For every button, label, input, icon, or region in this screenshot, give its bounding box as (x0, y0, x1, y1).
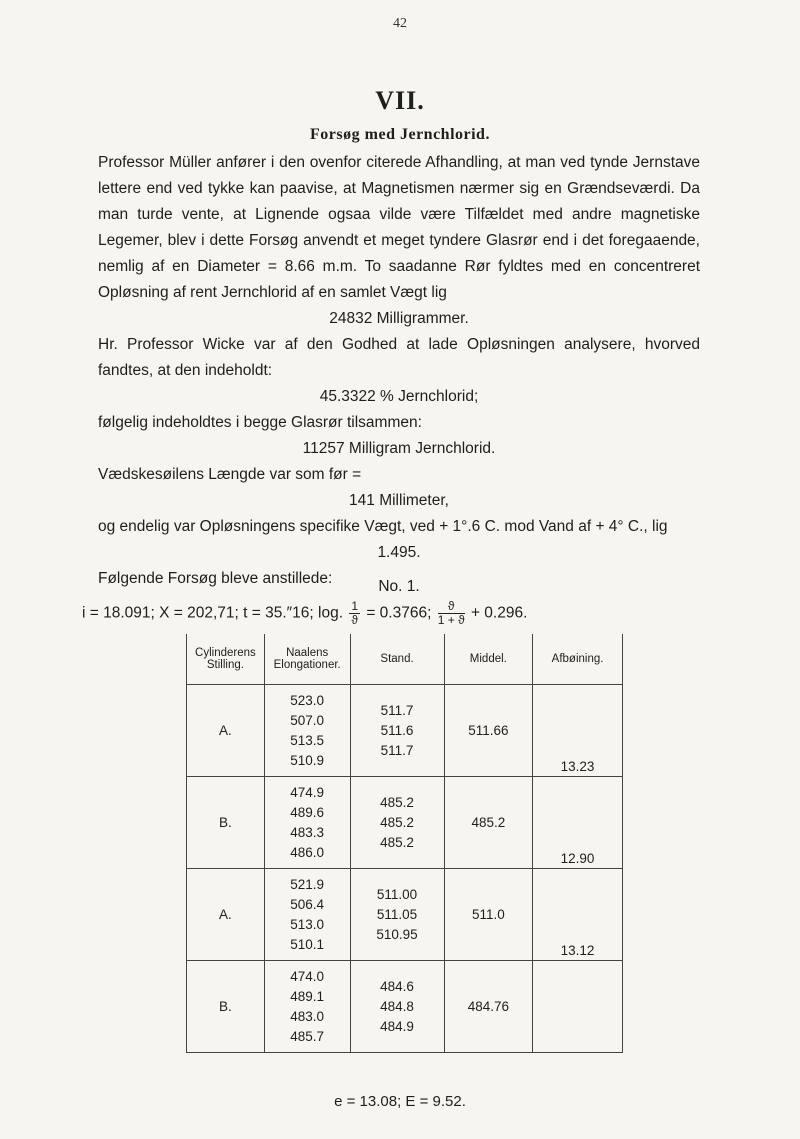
cell-deflection (533, 961, 623, 1053)
fraction-denominator: ϑ (351, 613, 358, 627)
elongation-value: 489.1 (290, 988, 325, 1004)
milligram-line: 11257 Milligram Jernchlorid. (302, 440, 496, 457)
cell-position: A. (187, 869, 265, 961)
header-stand: Stand. (350, 634, 444, 685)
elongation-value: 483.3 (290, 824, 325, 840)
cell-position: B. (187, 961, 265, 1053)
cell-stand (350, 961, 444, 1053)
paragraph-analysis: Hr. Professor Wicke var af den Godhed at lade Opløsningen analysere, hvorved fandtes, at den indeholdt: (98, 336, 700, 379)
stand-value: 510.95 (376, 926, 418, 942)
elongation-value: 489.6 (290, 804, 325, 820)
table-row (187, 869, 623, 961)
stand-value: 511.6 (380, 722, 414, 738)
stand-value: 511.7 (380, 702, 414, 718)
paragraph-gravity: og endelig var Opløsningens specifike Vægt, ved + 1°.6 C. mod Vand af + 4° C., lig (98, 518, 668, 535)
elongation-value: 513.5 (290, 732, 325, 748)
elongation-value: 510.9 (290, 752, 325, 768)
percent-line: 45.3322 % Jernchlorid; (319, 388, 479, 405)
elongation-value: 521.9 (290, 876, 325, 892)
cell-elongations (264, 685, 350, 777)
chapter-number: VII. (375, 86, 425, 115)
cell-elongations (264, 777, 350, 869)
section-heading: Forsøg med Jernchlorid. (310, 126, 490, 143)
experiment-number: No. 1. (378, 578, 420, 595)
page-number: 42 (393, 16, 407, 31)
cell-deflection: 13.12 (533, 869, 623, 961)
elongation-value: 486.0 (290, 844, 325, 860)
fraction-one-over-theta (349, 600, 360, 627)
measurement-table (186, 634, 623, 1053)
table-row (187, 961, 623, 1053)
table-row (187, 777, 623, 869)
paragraph-experiments: Følgende Forsøg bleve anstillede: (98, 570, 333, 587)
cell-stand (350, 777, 444, 869)
formula-prefix: i = 18.091; X = 202,71; t = 35.″16; log. (82, 604, 344, 622)
stand-value: 484.9 (380, 1018, 414, 1034)
stand-value: 485.2 (380, 834, 414, 850)
header-cylinder-position: Cylinderens Stilling. (187, 634, 265, 685)
cell-mean: 485.2 (444, 777, 533, 869)
cell-elongations (264, 869, 350, 961)
fraction-denominator: 1 + ϑ (437, 613, 465, 627)
result-formula: e = 13.08; E = 9.52. (334, 1093, 466, 1110)
weight-line: 24832 Milligrammer. (329, 310, 469, 327)
stand-value: 511.7 (380, 742, 414, 758)
cell-mean: 484.76 (444, 961, 533, 1053)
cell-stand (350, 685, 444, 777)
elongation-value: 474.0 (290, 968, 325, 984)
elongation-value: 510.1 (290, 936, 325, 952)
paragraph-total: følgelig indeholdtes i begge Glasrør tilsammen: (98, 414, 422, 431)
stand-value: 485.2 (380, 814, 414, 830)
cell-stand (350, 869, 444, 961)
stand-value: 485.2 (380, 794, 414, 810)
stand-value: 484.8 (380, 998, 414, 1014)
paragraph-intro: Professor Müller anfører i den ovenfor citerede Afhandling, at man ved tynde Jernstave lettere end ved tykke kan paavise, at Magnetismen nærmer sig en Grændseværdi. Da man turde vente, at Lignende ogsaa vilde være Tilfældet med andre magnetiske Legemer, blev i dette Forsøg anvendt et meget tyndere Glasrør end i det foregaaende, nemlig af en Diameter = 8.66 m.m. To saadanne Rør fyldtes med en concentreret Opløsning af rent Jernchlorid af en samlet Vægt lig (98, 154, 700, 301)
length-line: 141 Millimeter, (349, 492, 449, 509)
elongation-value: 506.4 (290, 896, 325, 912)
cell-mean: 511.0 (444, 869, 533, 961)
cell-deflection: 12.90 (533, 777, 623, 869)
stand-value: 511.00 (376, 886, 418, 902)
formula-line (82, 600, 722, 627)
elongation-value: 513.0 (290, 916, 325, 932)
elongation-value: 507.0 (290, 712, 325, 728)
header-mean: Middel. (444, 634, 533, 685)
formula-suffix: + 0.296. (470, 604, 528, 622)
elongation-value: 485.7 (290, 1028, 325, 1044)
elongation-value: 474.9 (290, 784, 325, 800)
paragraph-length: Vædskesøilens Længde var som før = (98, 466, 362, 483)
cell-deflection: 13.23 (533, 685, 623, 777)
formula-mid: = 0.3766; (366, 604, 432, 622)
table-header-row (187, 634, 623, 685)
cell-position: B. (187, 777, 265, 869)
cell-elongations (264, 961, 350, 1053)
stand-value: 511.05 (376, 906, 418, 922)
cell-position: A. (187, 685, 265, 777)
elongation-value: 483.0 (290, 1008, 325, 1024)
fraction-numerator: 1 (351, 599, 359, 613)
table-row (187, 685, 623, 777)
header-deflection: Afbøining. (533, 634, 623, 685)
elongation-value: 523.0 (290, 692, 325, 708)
cell-mean: 511.66 (444, 685, 533, 777)
fraction-numerator: ϑ (438, 600, 465, 614)
stand-value: 484.6 (380, 978, 414, 994)
header-needle-elongations: Naalens Elongationer. (264, 634, 350, 685)
gravity-line: 1.495. (377, 544, 421, 561)
fraction-theta-over-one-plus-theta (438, 600, 465, 627)
